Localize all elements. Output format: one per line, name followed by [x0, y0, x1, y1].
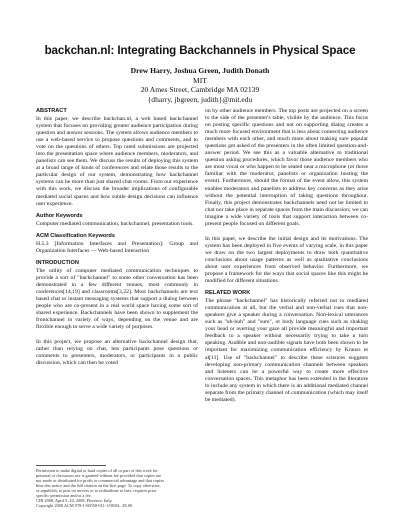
- footnote-line: CHI 2008, April 5–10, 2008, Florence, Italy.: [36, 498, 113, 504]
- footnote-line: Permission to make digital or hard copies of all or part of this work for: [36, 467, 158, 473]
- intro-continued-paragraph: on by other audience members. The top posts are projected on a screen to the side of the presenter's table, visible by the audience. This focus on posting specific questions and not on supporting dialog creates a much more focused environment that is less about connecting audience members with each other, and much more about making sure popular questions get asked of the presenters in the often limited question-and-answer period. We see this as a valuable alternative to traditional question asking procedures, which favor those audience members who are most vocal or who happen to be seated near a microphone (or those familiar with the moderator, panelists or organization hosting the event). Furthermore, should the format of the event allow, this system enables moderators and panelists to address key concerns as they arise without the potential interruption of taking questions throughout. Finally, this project demonstrates backchannels need not be limited to chat nor take place in separate spaces from the main discussion; we can imagine a wide variety of tools that support interaction between co-present people focused on different goals.: [205, 108, 368, 227]
- abstract-heading: ABSTRACT: [36, 108, 67, 114]
- footnote-line: specific permission and/or a fee.: [36, 492, 92, 498]
- author-affiliation: MIT: [193, 75, 207, 85]
- footnote-line: not made or distributed for profit or commercial advantage and that copies: [36, 477, 165, 483]
- footnote-line: bear this notice and the full citation on the first page. To copy otherwise,: [36, 482, 161, 488]
- paper-overview-paragraph: In this paper, we describe the initial design and its motivations. The system has been deployed in five events of varying scale, in this paper we draw on the two largest deployments to draw both quantitative conclusions about usage patterns as well as qualitative conclusions about user experiences from observed behavior. Furthermore, we propose a framework for the ways that social spaces like this might be modified for different situations.: [205, 235, 368, 285]
- keywords-heading: Author Keywords: [36, 212, 83, 219]
- introduction-paragraph-2: In this project, we propose an alternative backchannel design that, rather than relying on chat, lets participants pose questions or comments to presenters, moderators, or participants in a public discussion, which can then be voted: [36, 339, 198, 367]
- left-column: [36, 108, 198, 367]
- footnote-line: or republish, to post on servers or to redistribute to lists, requires prior: [36, 487, 157, 493]
- footnote-rule: [36, 465, 106, 466]
- author-emails: {dharry, jbgreen, judith}@mit.edu: [147, 94, 253, 104]
- right-column: [205, 108, 368, 404]
- footnote-line: personal or classroom use is granted without fee provided that copies are: [36, 472, 162, 478]
- footnote-line: Copyright 2008 ACM 978-1-60558-011-1/08/04...$5.00.: [36, 503, 134, 509]
- classification-heading: ACM Classification Keywords: [36, 232, 115, 239]
- related-work-heading: RELATED WORK: [205, 290, 251, 297]
- author-names: Drew Harry, Joshua Green, Judith Donath: [130, 66, 270, 75]
- classification-text: H.5.3 [Information Interfaces and Presentation]: Group and Organization Interfaces — Web-based Interaction: [36, 240, 198, 254]
- introduction-paragraph-1: The utility of computer mediated communication techniques to provide a sort of "backchannel" to some other conversation has been demonstrated in a few different venues, most commonly in conferences[14,19] and classrooms[3,22]. Most backchannels are text based chat or instant messaging systems that support a dialog between people who are co-present in a real world space having some sort of shared experience. Backchannels have been shown to supplement the frontchannel in variety of ways, depending on the venue and are flexible enough to serve a wide variety of purposes.: [36, 267, 198, 331]
- introduction-heading: INTRODUCTION: [36, 259, 79, 266]
- keywords-text: Computer mediated communication, backchannel, presentation tools.: [36, 220, 194, 227]
- abstract-text: In this paper, we describe backchan.nl, a web based backchannel system that focuses on providing greater audience participation during question and answer sessions. The system allows audience members to use a web-based service to propose questions and comments, and to vote on the questions of others. Top rated submissions are projected into the presentation space where audience members, moderators, and panelists can see them. We discuss the results of deploying this system at a broad range of kinds of conferences and relate those results to the particular design of our system, demonstrating how backchannel systems can be more than just shared chat rooms. From our experience with this work, we discuss the broader implications of configurable mediated social spaces and how subtle design decisions can influence user experience.: [36, 116, 198, 207]
- related-work-paragraph: The phrase "backchannel" has historically referred not to mediated communication at all, but the verbal and non-verbal cues that non-speakers give a speaker during a conversation. Non-lexical utterances such as "uh-huh" and "sure", or body language cues such as shaking your head or averting your gaze all provide meaningful and important feedback to a speaker without necessarily trying to take a turn speaking. Audible and non-audible signals have both been shown to be important for maximizing communication efficiency by Krauss et al[11]. Use of "backchannel" to describe these sciences suggests developing non-primary communication channels between speakers and listeners can be a powerful way to create more effective conversation spaces. This metaphor has been extended in the literature to include any system in which there is an additional mediated channel separate from the primary channel of communication (which may itself be mediated).: [205, 298, 368, 403]
- author-address: 20 Ames Street, Cambridge MA 02139: [140, 85, 260, 95]
- paper-title: backchan.nl: Integrating Backchannels in Physical Space: [44, 44, 356, 57]
- copyright-footnote: [36, 465, 198, 508]
- author-block: [0, 66, 400, 104]
